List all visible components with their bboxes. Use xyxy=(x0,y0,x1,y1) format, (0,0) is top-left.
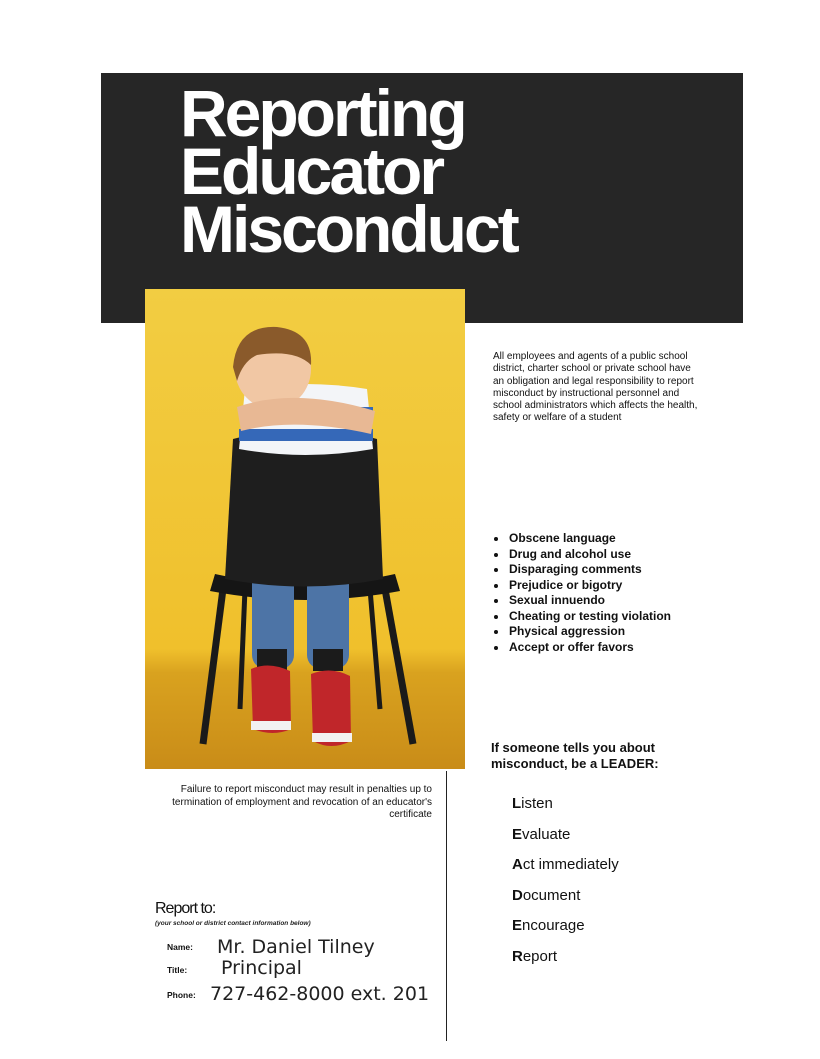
leader-initial: E xyxy=(512,825,523,843)
title-line-2: Educator xyxy=(180,134,443,208)
phone-value: 727-462-8000 ext. 201 xyxy=(210,983,430,1005)
failure-notice: Failure to report misconduct may result in penalties up to termination of employment and revocation of an educator's certificate xyxy=(172,784,432,820)
leader-initial: R xyxy=(512,947,523,965)
leader-initial: E xyxy=(512,917,523,935)
list-item xyxy=(512,793,619,824)
list-item: Disparaging comments xyxy=(493,562,671,578)
list-item xyxy=(512,946,619,977)
list-item: Physical aggression xyxy=(493,624,671,640)
leader-initial: L xyxy=(512,795,522,812)
photo-child-on-chair xyxy=(145,289,465,769)
title-value: Principal xyxy=(221,957,302,979)
misconduct-list xyxy=(493,531,671,655)
list-item: Accept or offer favors xyxy=(493,640,671,656)
list-item: Obscene language xyxy=(493,531,671,547)
name-value: Mr. Daniel Tilney xyxy=(217,936,375,958)
title-label: Title: xyxy=(167,965,188,975)
list-item: Sexual innuendo xyxy=(493,593,671,609)
name-label: Name: xyxy=(167,942,193,952)
title-line-3: Misconduct xyxy=(180,192,517,266)
child-illustration xyxy=(145,289,465,769)
leader-initial: D xyxy=(512,886,523,904)
list-item: Cheating or testing violation xyxy=(493,609,671,625)
list-item: Drug and alcohol use xyxy=(493,547,671,563)
list-item xyxy=(512,885,619,916)
intro-paragraph: All employees and agents of a public school district, charter school or private school have an obligation and legal responsibility to report misconduct by instructional personnel and school administrators which affects the health, safety or welfare of a student xyxy=(493,351,698,424)
list-item xyxy=(512,915,619,946)
leader-word-rest: isten xyxy=(521,795,553,812)
leader-word-rest: ocument xyxy=(522,886,581,904)
leader-word-rest: ct immediately xyxy=(522,856,619,874)
leader-word-rest: valuate xyxy=(522,825,571,843)
poster-title xyxy=(180,76,517,266)
title-line-1: Reporting xyxy=(180,76,465,150)
report-to-subtitle: (your school or district contact information below) xyxy=(155,920,311,927)
leader-initial: A xyxy=(512,856,523,874)
leader-heading: If someone tells you about misconduct, be a LEADER: xyxy=(491,740,659,771)
leader-word-rest: ncourage xyxy=(522,917,585,935)
phone-label: Phone: xyxy=(167,990,196,1000)
leader-acronym-list xyxy=(512,793,619,977)
list-item: Prejudice or bigotry xyxy=(493,578,671,594)
report-to-heading: Report to: xyxy=(155,900,216,917)
list-item xyxy=(512,854,619,885)
leader-word-rest: eport xyxy=(522,947,558,965)
list-item xyxy=(512,824,619,855)
column-divider xyxy=(446,771,447,1041)
